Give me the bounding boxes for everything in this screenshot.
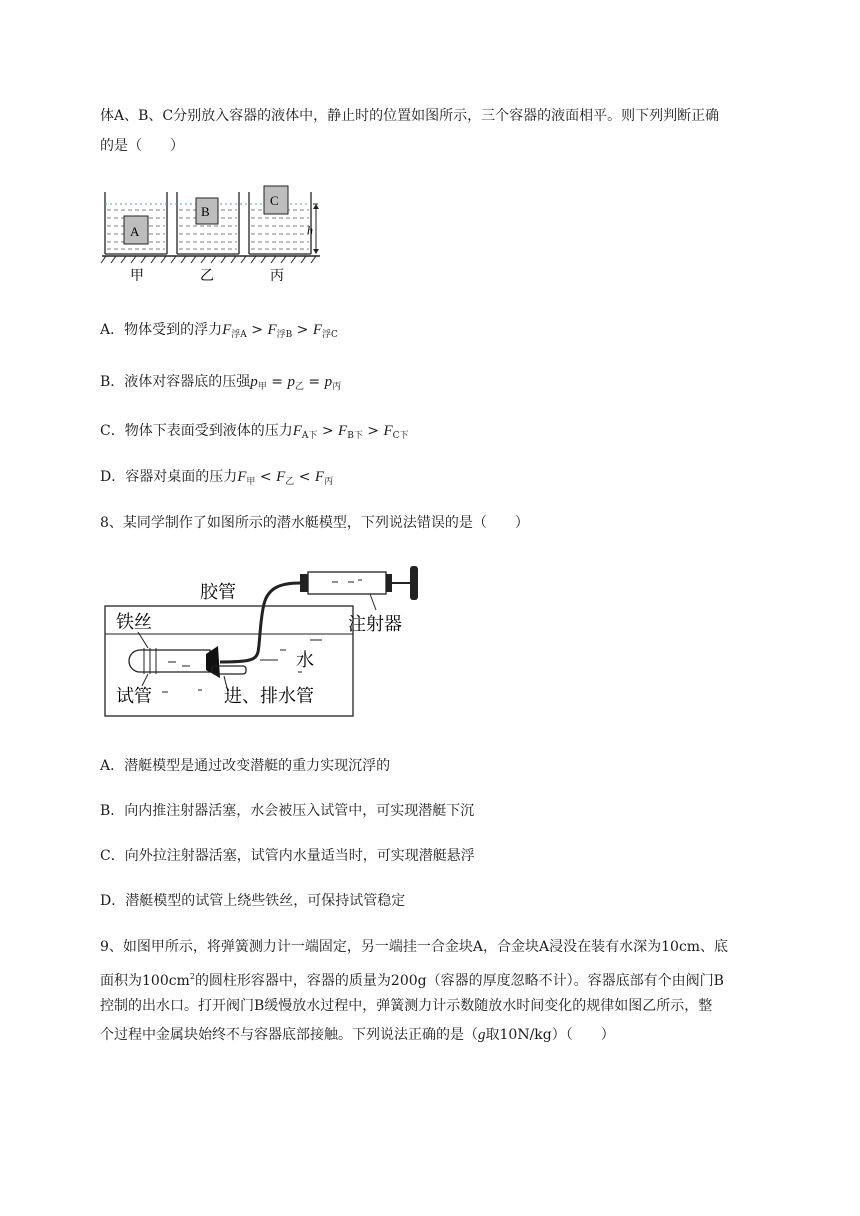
- container-bing-label: 丙: [270, 268, 284, 284]
- q9-line4: 个过程中金属块始终不与容器底部接触。下列说法正确的是（g取10N/kg）（ ）: [100, 1027, 615, 1043]
- q8-option-c: C．向外拉注射器活塞，试管内水量适当时，可实现潜艇悬浮: [100, 848, 475, 864]
- q8-option-d: D．潜艇模型的试管上绕些铁丝，可保持试管稳定: [100, 893, 406, 909]
- height-h-label: h: [307, 223, 313, 237]
- label-water: 水: [296, 650, 314, 671]
- q7-option-a: A．物体受到的浮力$F_{浮A} > F_{浮B} > F_{浮C}$: [100, 322, 338, 340]
- label-rubber-tube: 胶管: [200, 582, 236, 603]
- q8-stem: 8、某同学制作了如图所示的潜水艇模型，下列说法错误的是（ ）: [100, 515, 529, 531]
- block-c-label: C: [270, 193, 279, 208]
- q8-option-b: B．向内推注射器活塞，水会被压入试管中，可实现潜艇下沉: [100, 803, 475, 819]
- q9-line2: 面积为$100cm^2$的圆柱形容器中，容器的质量为200g（容器的厚度忽略不计）。容器底部有个由阀门B: [100, 972, 724, 989]
- label-drain-pipe: 进、排水管: [224, 686, 314, 707]
- label-syringe: 注射器: [348, 614, 402, 635]
- q7-option-c: C．物体下表面受到液体的压力$F_{A下} > F_{B下} > F_{C下}$: [100, 423, 409, 441]
- q7-option-b: B．液体对容器底的压强$p_甲 = p_乙 = p_丙$: [100, 374, 342, 392]
- block-b-label: B: [201, 204, 210, 219]
- q9-line1: 9、如图甲所示，将弹簧测力计一端固定，另一端挂一合金块A，合金块A浸没在装有水深为10cm、底: [100, 939, 729, 955]
- q7-option-d: D．容器对桌面的压力$F_甲 < F_乙 < F_丙$: [100, 469, 334, 487]
- q8-figure-submarine: [100, 562, 430, 722]
- container-jia-label: 甲: [130, 268, 144, 284]
- q7-stem-line1: 体A、B、C分别放入容器的液体中，静止时的位置如图所示，三个容器的液面相平。则下列判断正确: [100, 108, 720, 124]
- q7-stem-line2: 的是（ ）: [100, 138, 184, 154]
- block-a-label: A: [130, 224, 140, 239]
- label-test-tube: 试管: [116, 686, 152, 707]
- q8-option-a: A．潜艇模型是通过改变潜艇的重力实现沉浮的: [100, 758, 391, 774]
- q7-figure-containers: [100, 182, 322, 286]
- container-yi-label: 乙: [200, 268, 214, 284]
- label-iron-wire: 铁丝: [116, 612, 152, 633]
- q9-line3: 控制的出水口。打开阀门B缓慢放水过程中，弹簧测力计示数随放水时间变化的规律如图乙所示，整: [100, 998, 713, 1014]
